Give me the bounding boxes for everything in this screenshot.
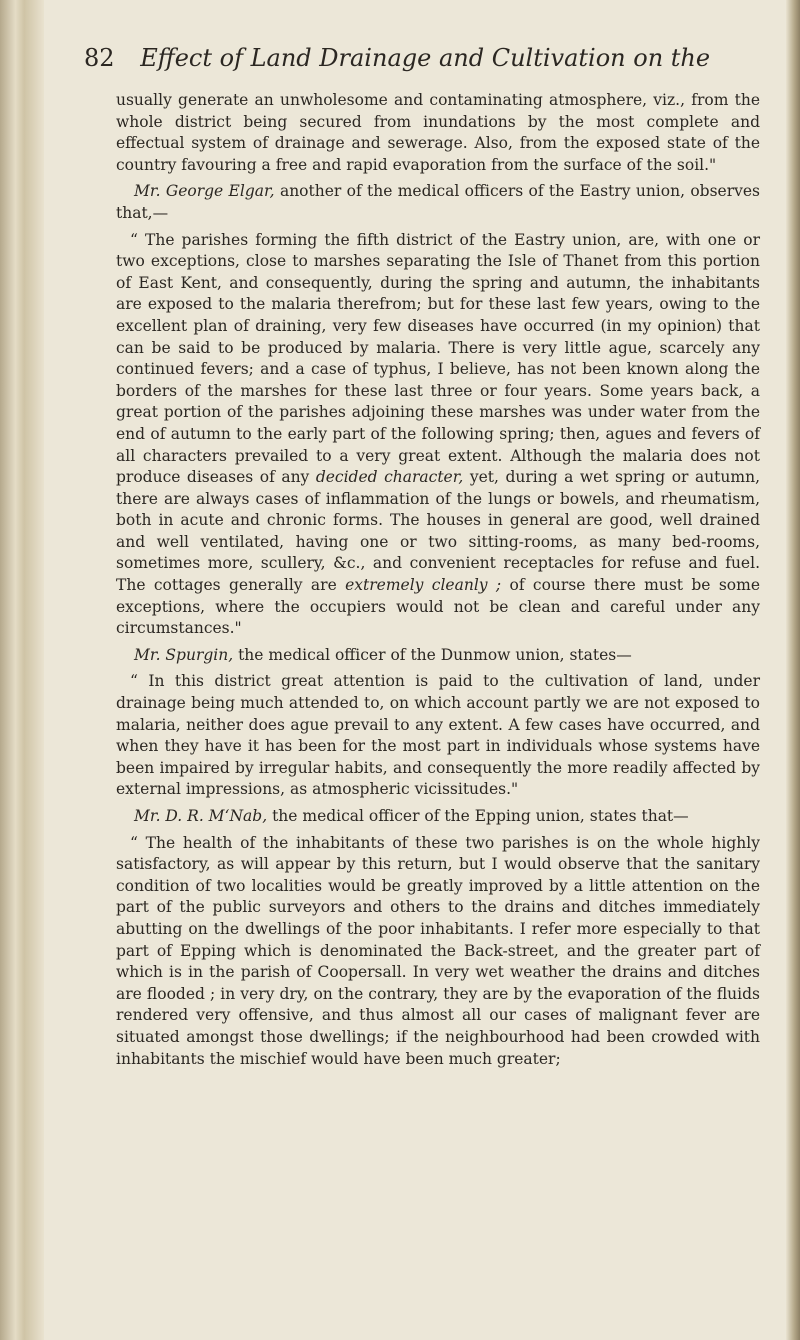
page-number: 82 (84, 44, 115, 72)
quote-text: yet, during a wet spring or autumn, there are always cases of inflammation of the lungs or bowels, and rheumatism, both in acute and chronic forms. The houses in general are good, well drained and well ventilated, having one or two sitting-rooms, as many bed-rooms, sometimes more, scullery, &c., and convenient receptacles for refuse and fuel. The cottages generally are (116, 468, 760, 595)
paragraph-elgar-quote (116, 230, 760, 640)
paragraph-text: the medical officer of the Dunmow union, states— (233, 645, 632, 664)
paragraph-mcnab-intro (116, 806, 760, 828)
book-edge-right (786, 0, 800, 1340)
quote-text: “ The parishes forming the fifth district of the Eastry union, are, with one or two exceptions, close to marshes separating the Isle of Thanet from this portion of East Kent, and consequently, during the spring and autumn, the inhabitants are exposed to the malaria therefrom; but for these last few years, owing to the excellent plan of draining, very few diseases have occurred (in my opinion) that can be said to be produced by malaria. There is very little ague, scarcely any continued fevers; and a case of typhus, I believe, has not been known along the borders of the marshes for these last three or four years. Some years back, a great portion of the parishes adjoining these marshes was under water from the end of autumn to the early part of the following spring; then, agues and fevers of all characters prevailed to a very great extent. Although the malaria does not produce diseases of any (116, 230, 760, 487)
speaker-name: Mr. George Elgar, (134, 182, 275, 201)
quote-emphasis: extremely cleanly ; (345, 576, 502, 595)
body-text (116, 90, 760, 1075)
paragraph-text: the medical officer of the Epping union, states that— (267, 807, 689, 825)
paragraph-spurgin-intro (116, 645, 760, 667)
paragraph-continuation: usually generate an unwholesome and contaminating atmosphere, viz., from the whole district being secured from inundations by the most complete and effectual system of drainage and sewerage. Also, from the exposed state of the country favouring a free and rapid evaporation from the surface of the soil." (116, 91, 760, 174)
paragraph-mcnab-quote: “ The health of the inhabitants of these two parishes is on the whole highly satisfactory, as will appear by this return, but I would observe that the sanitary condition of two localities would be greatly improved by a little attention on the part of the public surveyors and others to the drains and ditches immediately abutting on the dwellings of the poor inhabitants. I refer more especially to that part of Epping which is denominated the Back-street, and the greater part of which is in the parish of Coopersall. In very wet weather the drains and ditches are flooded ; in very dry, on the contrary, they are by the evaporation of the fluids rendered very offensive, and thus almost all our cases of malignant fever are situated amongst those dwellings; if the neighbourhood had been crowded with inhabitants the mischief would have been much greater; (116, 833, 760, 1068)
page-header (84, 42, 764, 74)
speaker-name: Mr. D. R. M‘Nab, (134, 807, 268, 825)
speaker-name: Mr. Spurgin, (134, 645, 234, 664)
running-title: Effect of Land Drainage and Cultivation on the (140, 44, 711, 72)
book-page (44, 0, 786, 1340)
book-gutter-left (0, 0, 44, 1340)
quote-text: of course there must be some exceptions, where the occupiers would not be clean and careful under any circumstances." (116, 576, 760, 638)
paragraph-spurgin-quote: “ In this district great attention is paid to the cultivation of land, under drainage being much attended to, on which account partly we are not exposed to malaria, neither does ague prevail to any extent. A few cases have occurred, and when they have it has been for the most part in individuals whose systems have been impaired by irregular habits, and consequently the more readily affected by external impressions, as atmospheric vicissitudes." (116, 672, 760, 799)
quote-emphasis: decided character, (315, 468, 464, 487)
paragraph-elgar-intro (116, 181, 760, 224)
paragraph-text: another of the medical officers of the Eastry union, observes that,— (116, 182, 760, 222)
